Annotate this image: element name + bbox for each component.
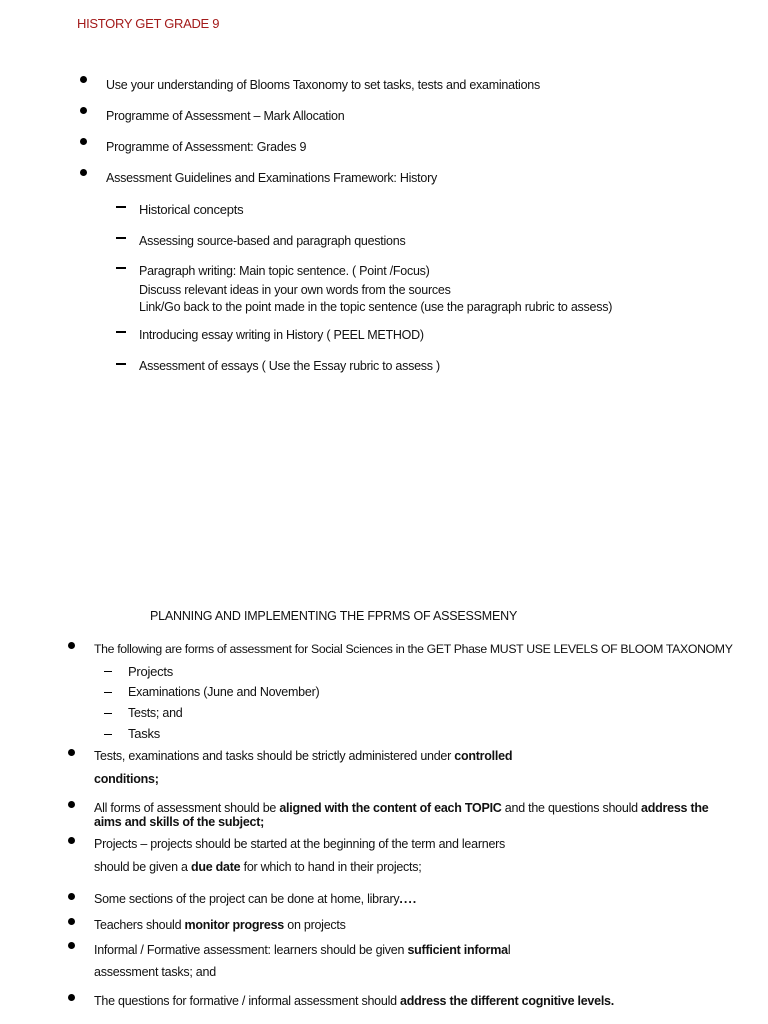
- sub-item: Assessing source-based and paragraph questions: [139, 234, 406, 248]
- bold-text: address the different cognitive levels.: [400, 994, 614, 1008]
- text: l: [507, 943, 511, 957]
- bold-text: controlled: [454, 749, 513, 763]
- text: Tests, examinations and tasks should be strictly administered under: [94, 749, 455, 763]
- dash-marker: [104, 692, 112, 693]
- dash-marker: [116, 267, 126, 269]
- list-item: Use your understanding of Blooms Taxonomy to set tasks, tests and examinations: [106, 78, 540, 92]
- bold-text: aims and skills of the subject;: [94, 815, 265, 829]
- bold-text: due date: [190, 860, 241, 874]
- bullet: [68, 893, 75, 900]
- sub-item: Projects: [128, 664, 173, 679]
- bullet: [68, 837, 75, 844]
- sub-item-continuation: Link/Go back to the point made in the topic sentence (use the paragraph rubric to assess): [139, 300, 613, 314]
- list-item: [94, 943, 510, 957]
- text: Teachers should: [94, 918, 185, 932]
- sub-item: Examinations (June and November): [128, 685, 320, 699]
- sub-item-continuation: Discuss relevant ideas in your own words from the sources: [139, 283, 451, 297]
- list-item: Assessment Guidelines and Examinations Framework: History: [106, 171, 438, 185]
- dash-marker: [116, 206, 126, 208]
- text: Some sections of the project can be done at home, library: [94, 892, 400, 906]
- text: and the questions should: [501, 801, 642, 815]
- dash-marker: [116, 237, 126, 239]
- dash-marker: [104, 713, 112, 714]
- bullet: [80, 76, 87, 83]
- list-item-continuation: [94, 772, 159, 786]
- list-item: [94, 801, 708, 815]
- list-item: The following are forms of assessment for Social Sciences in the GET Phase MUST USE LEVELS OF BLOOM TAXONOMY: [94, 642, 733, 656]
- dash-marker: [104, 671, 112, 672]
- sub-item: Tasks: [128, 726, 160, 741]
- bullet: [80, 169, 87, 176]
- text: should be given a: [94, 860, 191, 874]
- sub-item: Paragraph writing: Main topic sentence. ( Point /Focus): [139, 264, 430, 278]
- bullet: [68, 942, 75, 949]
- list-item: Projects – projects should be started at the beginning of the term and learners: [94, 837, 506, 851]
- bullet: [68, 642, 75, 649]
- sub-item: Historical concepts: [139, 202, 244, 217]
- text: All forms of assessment should be: [94, 801, 280, 815]
- list-item: Programme of Assessment – Mark Allocation: [106, 109, 345, 123]
- bullet: [68, 801, 75, 808]
- list-item-continuation: assessment tasks; and: [94, 965, 216, 979]
- section-heading: PLANNING AND IMPLEMENTING THE FPRMS OF ASSESSMENY: [150, 609, 518, 623]
- bullet: [80, 107, 87, 114]
- list-item: Programme of Assessment: Grades 9: [106, 140, 307, 154]
- bold-text: sufficient informa: [407, 943, 508, 957]
- text: for which to hand in their projects;: [240, 860, 422, 874]
- bullet: [68, 749, 75, 756]
- sub-item: Assessment of essays ( Use the Essay rubric to assess ): [139, 359, 440, 373]
- bold-text: address the: [641, 801, 709, 815]
- list-item: [94, 918, 346, 932]
- document-title: HISTORY GET GRADE 9: [77, 16, 220, 31]
- text: Informal / Formative assessment: learners should be given: [94, 943, 408, 957]
- bullet: [68, 994, 75, 1001]
- bullet: [80, 138, 87, 145]
- list-item: [94, 749, 512, 763]
- ellipsis: ....: [399, 892, 418, 906]
- sub-item: Tests; and: [128, 706, 183, 720]
- text: The questions for formative / informal assessment should: [94, 994, 401, 1008]
- list-item-continuation: [94, 815, 264, 829]
- bold-text: monitor progress: [184, 918, 285, 932]
- dash-marker: [116, 363, 126, 365]
- bullet: [68, 918, 75, 925]
- text: on projects: [284, 918, 346, 932]
- list-item-continuation: [94, 860, 422, 874]
- list-item: [94, 892, 417, 906]
- dash-marker: [104, 734, 112, 735]
- bold-text: aligned with the content of each TOPIC: [279, 801, 502, 815]
- bold-text: conditions;: [94, 772, 159, 786]
- list-item: [94, 994, 614, 1008]
- sub-item: Introducing essay writing in History ( PEEL METHOD): [139, 328, 424, 342]
- dash-marker: [116, 331, 126, 333]
